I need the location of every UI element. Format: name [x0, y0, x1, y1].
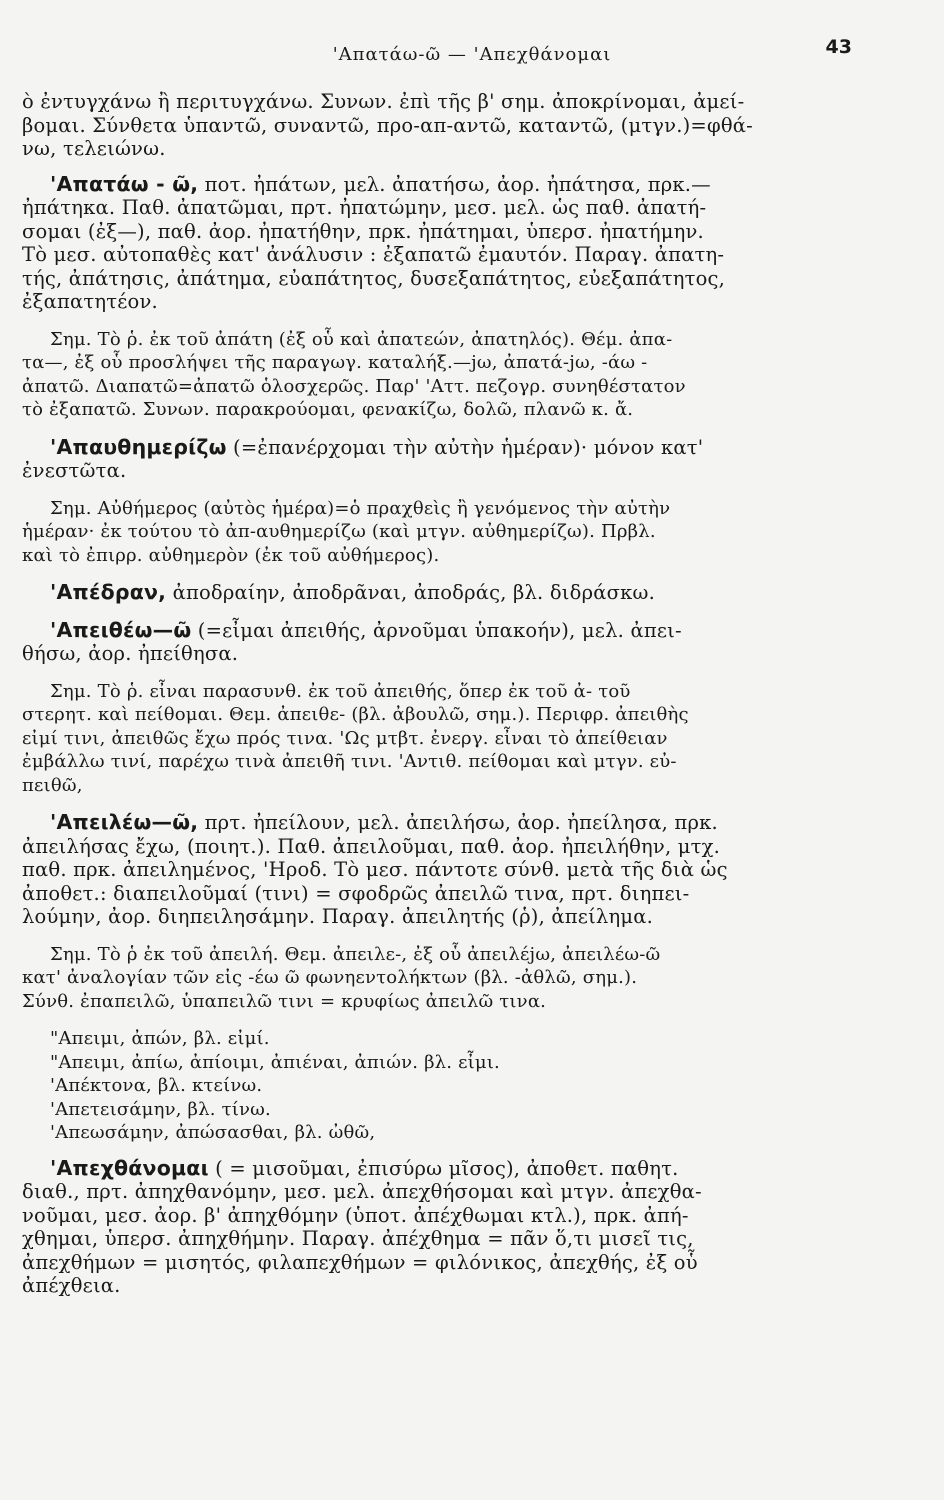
text-line: σομαι (ἐξ—), παθ. ἀορ. ἠπατήθην, πρκ. ἠπάτημαι, ὑπερσ. ἠπατήμην. [22, 219, 704, 243]
text-line: χθημαι, ὑπερσ. ἀπηχθήμην. Παραγ. ἀπέχθημα = πᾶν ὅ,τι μισεῖ τις, [22, 1227, 694, 1250]
headword-line: 'Απειθέω—ῶ (=εἶμαι ἀπειθής, ἀρνοῦμαι ὑπακοήν), μελ. ἀπει- [50, 617, 682, 642]
cross-references [22, 1027, 822, 1145]
entry-apatao [22, 173, 822, 314]
entry-apedran [22, 581, 822, 605]
text-line: ἠπάτηκα. Παθ. ἀπατῶμαι, πρτ. ἠπατώμην, μεσ. μελ. ὡς παθ. ἀπατή- [22, 196, 707, 219]
note-line: πειθῶ, [22, 774, 83, 796]
text-line: ὸ ἐντυγχάνω ἢ περιτυγχάνω. Συνων. ἐπὶ τῆς β' σημ. ἀποκρίνομαι, ἀμεί- [22, 90, 745, 113]
note-line: καὶ τὸ ἐπιρρ. αὐθημερὸν (ἐκ τοῦ αὐθήμερος). [22, 544, 440, 566]
text-line: παθ. πρκ. ἀπειλημένος, 'Ηροδ. Τὸ μεσ. πάντοτε σύνθ. μετὰ τῆς διὰ ὡς [22, 858, 728, 881]
page-number: 43 [825, 36, 852, 58]
text-line: βομαι. Σύνθετα ὑπαντῶ, συναντῶ, προ-απ-αντῶ, καταντῶ, (μτγν.)=φθά- [22, 113, 753, 137]
entry-apechthanomai [22, 1157, 822, 1298]
note-apatao [22, 328, 822, 422]
note-line: Σημ. Τὸ ῥ. ἐκ τοῦ ἀπάτη (ἐξ οὗ καὶ ἀπατεών, ἀπατηλός). Θέμ. ἀπα- [50, 328, 673, 350]
note-line: στερητ. καὶ πείθομαι. Θεμ. ἀπειθε- (βλ. ἀβουλῶ, σημ.). Περιφρ. ἀπειθὴς [22, 704, 689, 725]
note-line: ἡμέραν· ἐκ τούτου τὸ ἀπ-αυθημερίζω (καὶ μτγν. αὐθημερίζω). Πρβλ. [22, 521, 656, 542]
text-line: ἀπέχθεια. [22, 1274, 121, 1297]
note-line: τὸ ἐξαπατῶ. Συνων. παρακρούομαι, φενακίζω, δολῶ, πλανῶ κ. ἄ. [22, 399, 634, 420]
headword-line: 'Απατάω - ῶ, ποτ. ἠπάτων, μελ. ἀπατήσω, ἀορ. ἠπάτησα, πρκ.— [50, 171, 711, 196]
text-line: Τὸ μεσ. αὐτοπαθὲς κατ' ἀνάλυσιν : ἐξαπατῶ ἐμαυτόν. Παραγ. ἀπατη- [22, 243, 725, 266]
headword-line: 'Απέδραν, ἀποδραίην, ἀποδρᾶναι, ἀποδράς, βλ. διδράσκω. [50, 580, 656, 604]
note-apeitheo [22, 680, 822, 798]
entry-apeitheo [22, 619, 822, 666]
running-title: 'Απατάω-ῶ — 'Απεχθάνομαι [332, 44, 612, 65]
note-line: κατ' ἀναλογίαν τῶν εἰς -έω ῶ φωνηεντολήκτων (βλ. -ἀθλῶ, σημ.). [22, 967, 638, 988]
note-line: Σύνθ. ἐπαπειλῶ, ὑπαπειλῶ τινι = κρυφίως ἀπειλῶ τινα. [22, 990, 547, 1012]
note-line: Σημ. Τὸ ῥ. εἶναι παρασυνθ. ἐκ τοῦ ἀπειθής, ὅπερ ἐκ τοῦ ἀ- τοῦ [50, 680, 631, 702]
text-line: νοῦμαι, μεσ. ἀορ. β' ἀπηχθόμην (ὑποτ. ἀπέχθωμαι κτλ.), πρκ. ἀπή- [22, 1203, 689, 1227]
entry-apauthemerizo [22, 436, 822, 483]
text-line: ἐξαπατητέον. [22, 290, 158, 313]
text-line: λούμην, ἀορ. διηπειλησάμην. Παραγ. ἀπειλητής (ῥ), ἀπείλημα. [22, 905, 654, 928]
headword-line: 'Απεχθάνομαι ( = μισοῦμαι, ἐπισύρω μῖσος), ἀποθετ. παθητ. [50, 1155, 679, 1180]
text-line: ἀπειλήσας ἔχω, (ποιητ.). Παθ. ἀπειλοῦμαι, παθ. ἀορ. ἠπειλήθην, μτχ. [22, 834, 721, 858]
text-line: τής, ἀπάτησις, ἀπάτημα, εὐαπάτητος, δυσεξαπάτητος, εὐεξαπάτητος, [22, 266, 726, 290]
dictionary-text [22, 90, 822, 1310]
note-line: Σημ. Αὐθήμερος (αὐτὸς ἡμέρα)=ὁ πραχθεὶς ἢ γενόμενος τὴν αὐτὴν [50, 497, 671, 519]
crossref-line: "Απειμι, ἀπών, βλ. εἰμί. [50, 1028, 270, 1049]
note-line: ἀπατῶ. Διαπατῶ=ἀπατῶ ὁλοσχερῶς. Παρ' 'Αττ. πεζογρ. συνηθέστατον [22, 375, 686, 397]
note-apeileo [22, 943, 822, 1014]
entry-apeileo [22, 811, 822, 929]
text-line: διαθ., πρτ. ἀπηχθανόμην, μεσ. μελ. ἀπεχθήσομαι καὶ μτγν. ἀπεχθα- [22, 1180, 702, 1203]
crossref-line: 'Απεωσάμην, ἀπώσασθαι, βλ. ὠθῶ, [50, 1122, 376, 1143]
crossref-line: 'Απετεισάμην, βλ. τίνω. [50, 1098, 271, 1120]
text-line: θήσω, ἀορ. ἠπείθησα. [22, 642, 239, 665]
crossref-line: 'Απέκτονα, βλ. κτείνω. [50, 1075, 263, 1096]
text-line: ἀποθετ.: διαπειλοῦμαί (τινι) = σφοδρῶς ἀπειλῶ τινα, πρτ. διηπει- [22, 881, 690, 905]
text-line: ἐνεστῶτα. [22, 459, 127, 482]
note-line: ἐμβάλλω τινί, παρέχω τινὰ ἀπειθῆ τινι. 'Αντιθ. πείθομαι καὶ μτγν. εὐ- [22, 751, 677, 772]
page-header [0, 36, 944, 74]
text-line: νω, τελειώνω. [22, 137, 166, 160]
note-line: τα—, ἐξ οὗ προσλήψει τῆς παραγωγ. καταλήξ.—jω, ἀπατά-jω, -άω - [22, 352, 648, 373]
note-line: Σημ. Τὸ ῥ ἐκ τοῦ ἀπειλή. Θεμ. ἀπειλε-, ἐξ οὗ ἀπειλέjω, ἀπειλέω-ῶ [50, 943, 661, 965]
headword-line: 'Απαυθημερίζω (=ἐπανέρχομαι τὴν αὐτὴν ἡμέραν)· μόνον κατ' [50, 434, 704, 459]
headword-line: 'Απειλέω—ῶ, πρτ. ἠπείλουν, μελ. ἀπειλήσω, ἀορ. ἠπείλησα, πρκ. [50, 810, 718, 834]
note-apauthemerizo [22, 497, 822, 568]
note-line: εἰμί τινι, ἀπειθῶς ἔχω πρός τινα. 'Ως μτβτ. ἐνεργ. εἶναι τὸ ἀπείθειαν [22, 727, 668, 749]
entry-continuation [22, 90, 822, 161]
crossref-line: "Απειμι, ἀπίω, ἀπίοιμι, ἀπιέναι, ἀπιών. βλ. εἶμι. [50, 1051, 500, 1073]
text-line: ἀπεχθήμων = μισητός, φιλαπεχθήμων = φιλόνικος, ἀπεχθής, ἐξ οὗ [22, 1250, 698, 1274]
